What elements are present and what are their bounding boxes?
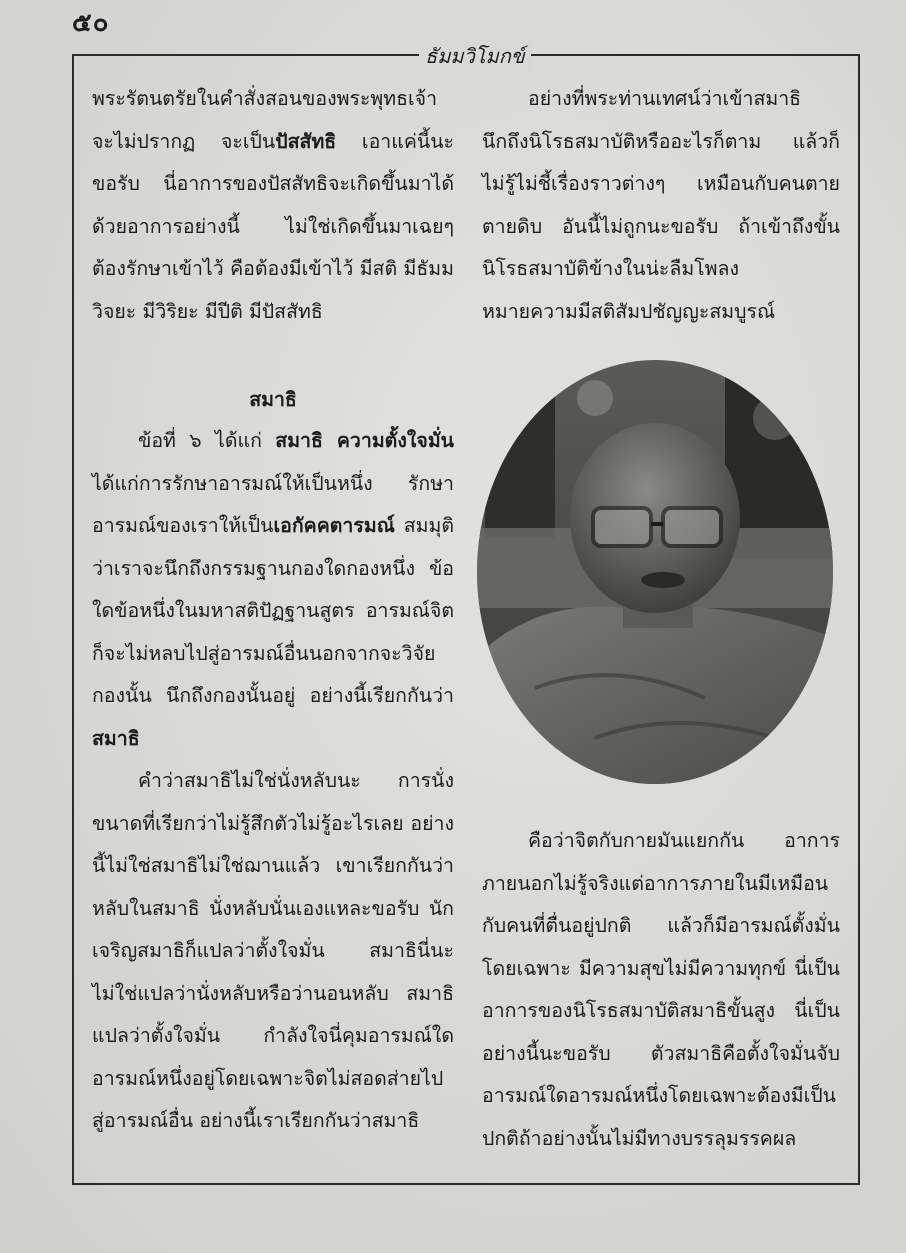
text-run: สมมุติว่าเราจะนึกถึงกรรมฐานกองใดกองหนึ่ง ข้อใดข้อหนึ่งในมหาสติปัฏฐานสูตร อารมณ์จิตก็จะไม่หลบไปสู่อารมณ์อื่นนอกจากจะวิจัยกองนั้น นึกถึงกองนั้นอยู่ อย่างนี้เรียกกันว่า <box>92 514 454 707</box>
text-run: ข้อที่ ๖ ได้แก่ <box>138 429 276 452</box>
bold-term-ekaggata: เอกัคคตารมณ์ <box>273 514 395 537</box>
paragraph-samadhi <box>92 420 454 760</box>
page-number: ๕๐ <box>72 8 110 38</box>
journal-title: ธัมมวิโมกข์ <box>419 40 531 72</box>
bold-term-samadhi: สมาธิ ความตั้งใจมั่น <box>275 429 454 452</box>
section-heading: สมาธิ <box>249 388 297 411</box>
bold-term-samadhi-end: สมาธิ <box>92 726 140 750</box>
monk-portrait-photo <box>475 358 835 786</box>
text-run: พระรัตนตรัยในคำสั่งสอนของพระพุทธเจ้า จะไม่ปรากฏ จะเป็น <box>92 87 438 153</box>
left-paragraph-continued <box>92 78 454 333</box>
right-paragraph-bottom <box>482 820 840 1160</box>
paragraph-not-sleep: คำว่าสมาธิไม่ใช่นั่งหลับนะ การนั่งขนาดที่เรียกว่าไม่รู้สึกตัวไม่รู้อะไรเลย อย่างนี้ไม่ใช่สมาธิไม่ใช่ฌานแล้ว เขาเรียกกันว่าหลับในสมาธิ นั่งหลับนั่นเองแหละขอรับ นักเจริญสมาธิก็แปลว่าตั้งใจมั่น สมาธินี่นะไม่ใช่แปลว่านั่งหลับหรือว่านอนหลับ สมาธิแปลว่าตั้งใจมั่น กำลังใจนี่คุมอารมณ์ใดอารมณ์หนึ่งอยู่โดยเฉพาะจิตไม่สอดส่ายไปสู่อารมณ์อื่น อย่างนี้เราเรียกกันว่าสมาธิ <box>92 769 454 1132</box>
text-run: เอาแค่นี้นะขอรับ นี่อาการของปัสสัทธิจะเกิดขึ้นมาได้ด้วยอาการอย่างนี้ ไม่ใช่เกิดขึ้นมาเฉยๆ ต้องรักษาเข้าไว้ คือต้องมีเข้าไว้ มีสติ มีธัมมวิจยะ มีวิริยะ มีปีติ มีปัสสัทธิ <box>92 129 454 323</box>
left-paragraphs-samadhi <box>92 420 454 1143</box>
right-paragraph-top <box>482 78 840 333</box>
paragraph-nirodha: อย่างที่พระท่านเทศน์ว่าเข้าสมาธินึกถึงนิโรธสมาบัติหรืออะไรก็ตาม แล้วก็ไม่รู้ไม่ชี้เรื่องราวต่างๆ เหมือนกับคนตายตายดิบ อันนี้ไม่ถูกนะขอรับ ถ้าเข้าถึงขั้นนิโรธสมาบัติข้างในน่ะลืมโพลง หมายความมีสติสัมปชัญญะสมบูรณ์ <box>482 87 840 323</box>
text-run: ได้แก่การรักษาอารมณ์ให้เป็นหนึ่ง รักษาอารมณ์ของเราให้เป็น <box>92 471 454 537</box>
bold-term-passaddhi: ปัสสัทธิ <box>275 129 337 153</box>
paragraph-mind-body: คือว่าจิตกับกายมันแยกกัน อาการภายนอกไม่รู้จริงแต่อาการภายในมีเหมือนกับคนที่ตื่นอยู่ปกติ แล้วก็มีอารมณ์ตั้งมั่นโดยเฉพาะ มีความสุขไม่มีความทุกข์ นี่เป็นอาการของนิโรธสมาบัติสมาธิขั้นสูง นี่เป็นอย่างนี้นะขอรับ ตัวสมาธิคือตั้งใจมั่นจับอารมณ์ใดอารมณ์หนึ่งโดยเฉพาะต้องมีเป็นปกติถ้าอย่างนั้นไม่มีทางบรรลุมรรคผล <box>482 829 840 1150</box>
